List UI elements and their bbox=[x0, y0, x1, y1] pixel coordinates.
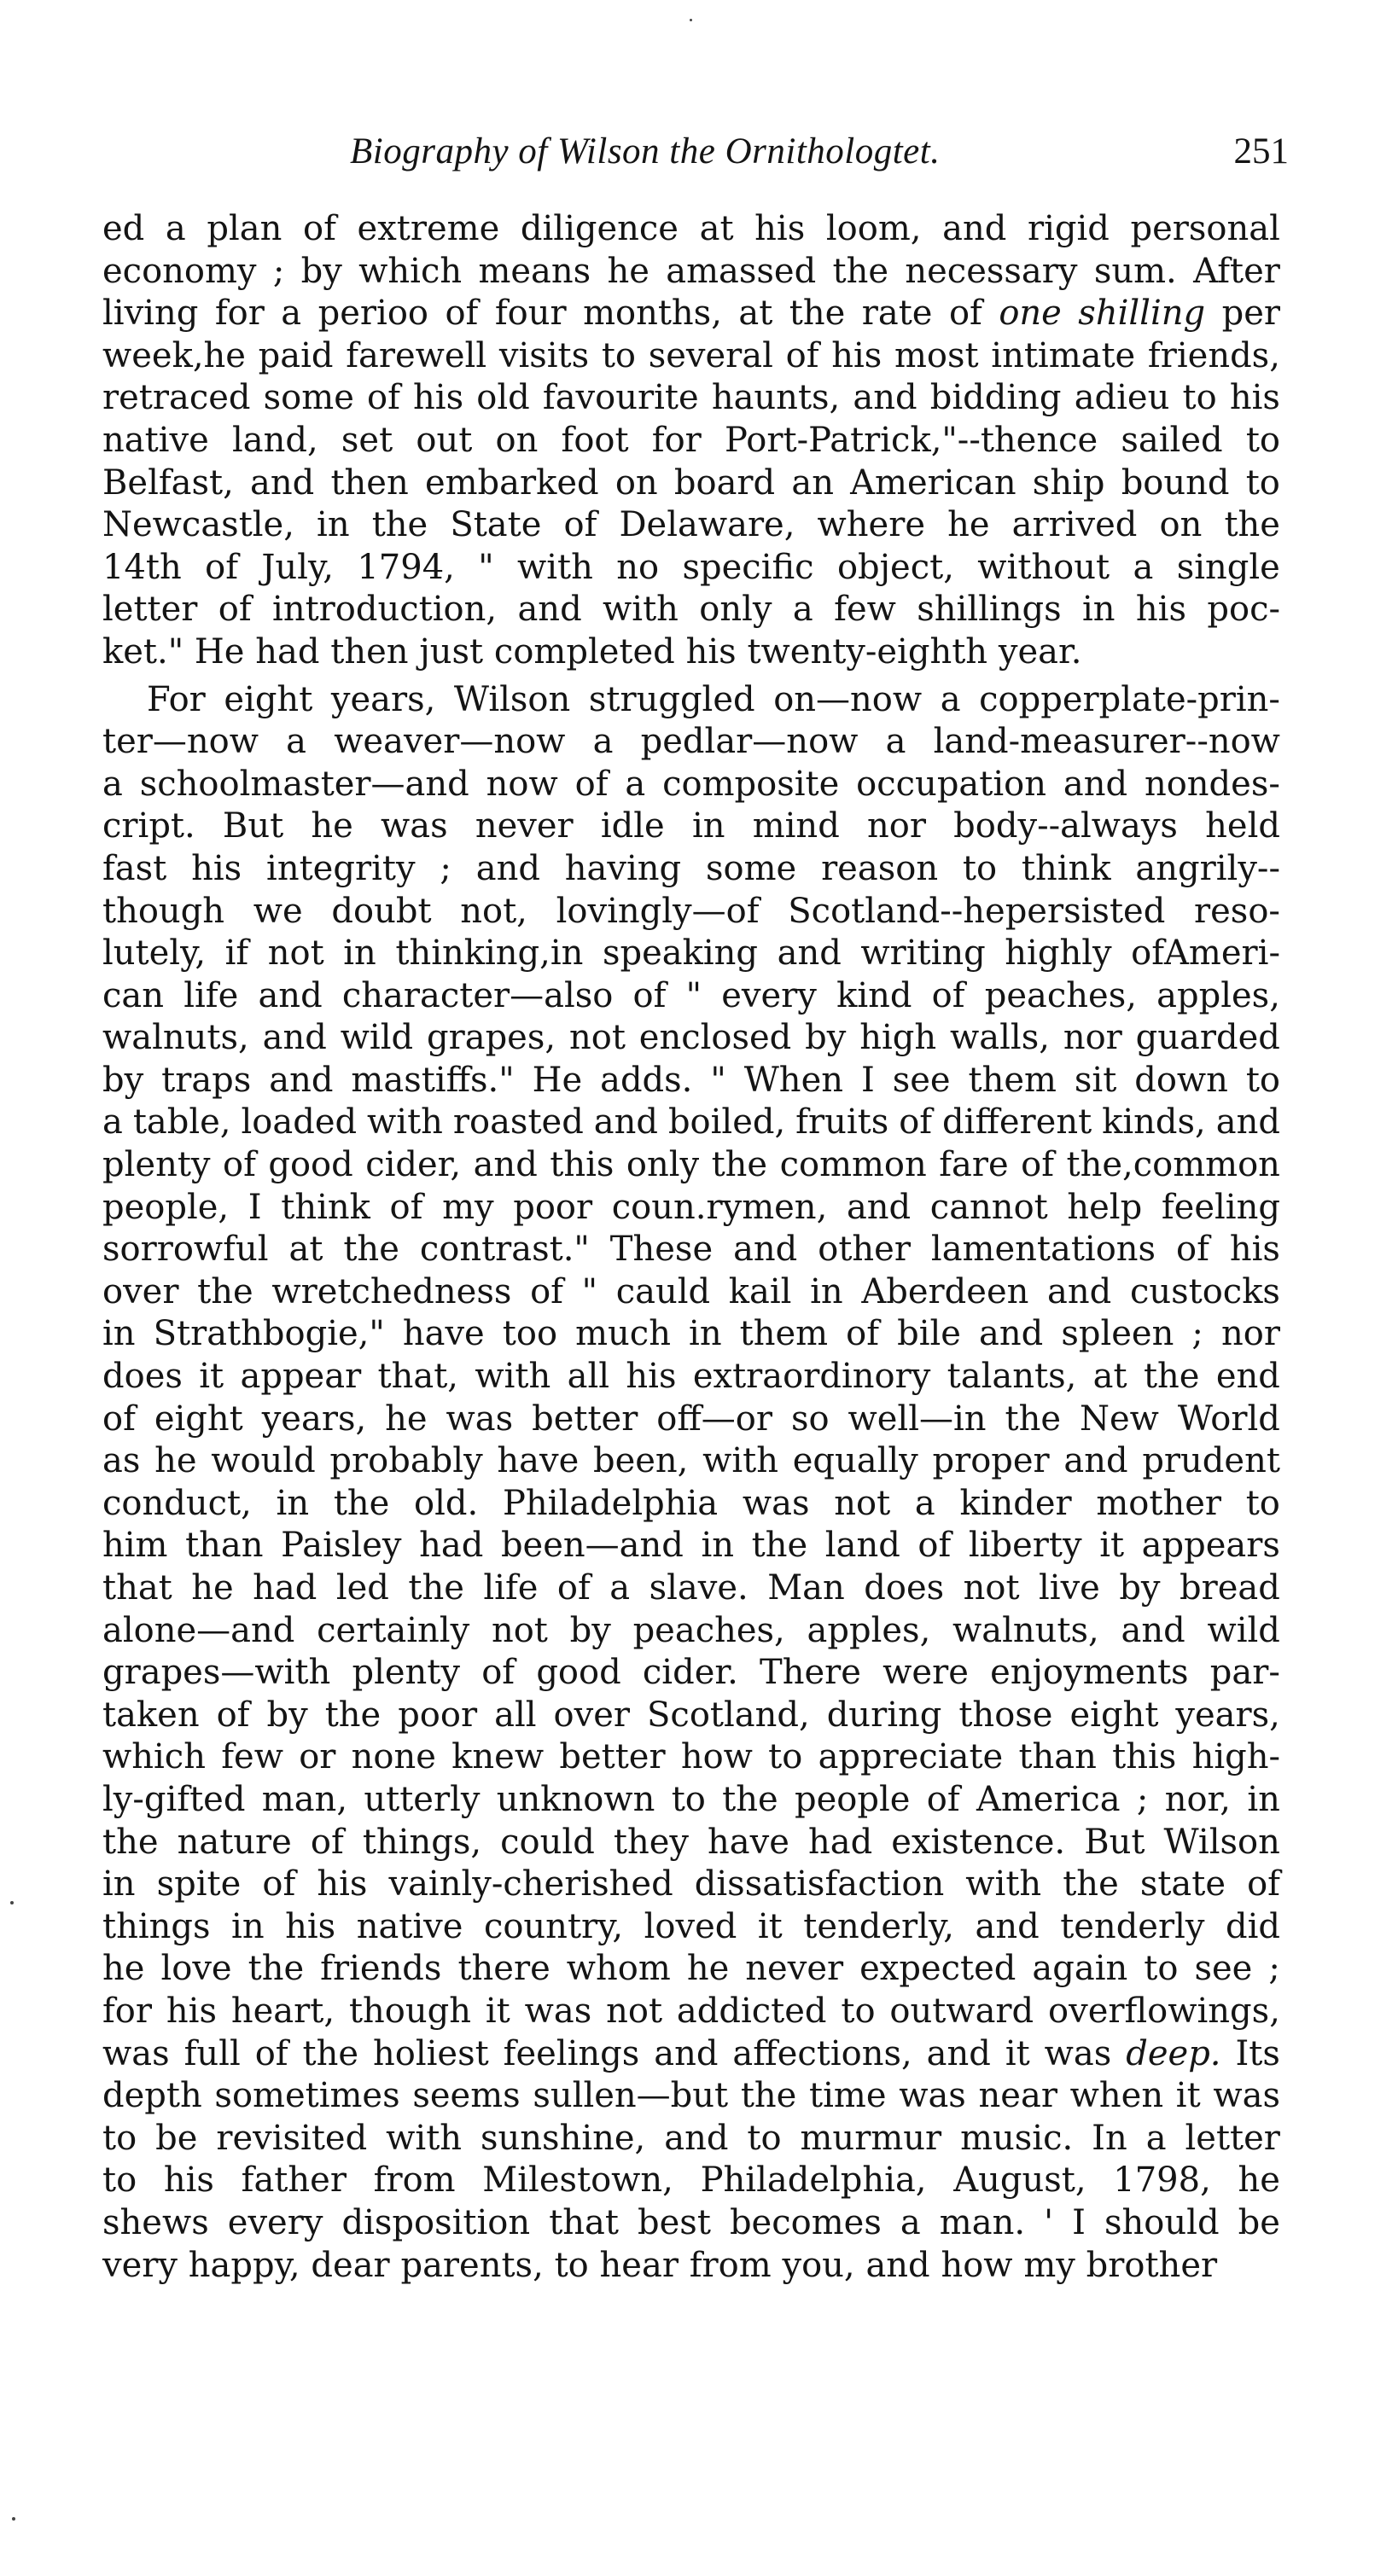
text-line: cript. But he was never idle in mind nor body--always held bbox=[102, 806, 1280, 846]
text-line: can life and character—also of " every kind of peaches, apples, bbox=[102, 975, 1280, 1015]
text-line: by traps and mastiffs." He adds. " When I see them sit down to bbox=[102, 1060, 1280, 1100]
text-line: things in his native country, loved it tenderly, and tenderly did bbox=[102, 1906, 1280, 1946]
text-line: fast his integrity ; and having some reason to think angrily-- bbox=[102, 848, 1280, 888]
text-line: which few or none knew better how to appreciate than this high- bbox=[102, 1737, 1280, 1777]
text-line: does it appear that, with all his extraordinory talants, at the end bbox=[102, 1357, 1280, 1397]
text-line: letter of introduction, and with only a few shillings in his poc- bbox=[102, 590, 1280, 630]
text-line: people, I think of my poor coun.rymen, and cannot help feeling bbox=[102, 1187, 1280, 1227]
text-line: for his heart, though it was not addicted to outward overflowings, bbox=[102, 1991, 1280, 2031]
text-line: over the wretchedness of " cauld kail in Aberdeen and custocks bbox=[102, 1271, 1280, 1311]
text-line: that he had led the life of a slave. Man does not live by bread bbox=[102, 1568, 1280, 1608]
text-line: depth sometimes seems sullen—but the time was near when it was bbox=[102, 2076, 1280, 2116]
text-line: plenty of good cider, and this only the common fare of the,common bbox=[102, 1145, 1280, 1185]
text-line: he love the friends there whom he never expected again to see ; bbox=[102, 1949, 1280, 1989]
text-line: economy ; by which means he amassed the necessary sum. After bbox=[102, 251, 1280, 291]
text-line: 14th of July, 1794, " with no specific object, without a single bbox=[102, 547, 1280, 587]
text-line: Newcastle, in the State of Delaware, where he arrived on the bbox=[102, 505, 1280, 545]
text-line: him than Paisley had been—and in the land of liberty it appears bbox=[102, 1526, 1280, 1566]
page-number: 251 bbox=[1233, 131, 1289, 172]
text-line: was full of the holiest feelings and affections, and it was deep. Its bbox=[102, 2033, 1280, 2073]
text-line: ed a plan of extreme diligence at his loom, and rigid personal bbox=[102, 209, 1280, 248]
text-line: shews every disposition that best becomes a man. ' I should be bbox=[102, 2202, 1280, 2242]
text-line: very happy, dear parents, to hear from you, and how my brother bbox=[102, 2245, 1218, 2285]
text-line: to be revisited with sunshine, and to murmur music. In a letter bbox=[102, 2118, 1280, 2158]
text-line: taken of by the poor all over Scotland, during those eight years, bbox=[102, 1695, 1280, 1735]
text-line: ly-gifted man, utterly unknown to the people of America ; nor, in bbox=[102, 1779, 1280, 1819]
text-line: week,he paid farewell visits to several of his most intimate friends, bbox=[102, 335, 1280, 375]
text-line: in Strathbogie," have too much in them of bile and spleen ; nor bbox=[102, 1314, 1280, 1354]
text-line: as he would probably have been, with equally proper and prudent bbox=[102, 1441, 1280, 1481]
running-title: Biography of Wilson the Ornithologtet. bbox=[350, 131, 941, 172]
text-line: though we doubt not, lovingly—of Scotland--hepersisted reso- bbox=[102, 891, 1280, 931]
text-line: walnuts, and wild grapes, not enclosed by high walls, nor guarded bbox=[102, 1018, 1280, 1058]
text-line: native land, set out on foot for Port-Patrick,"--thence sailed to bbox=[102, 420, 1280, 460]
text-line: a schoolmaster—and now of a composite occupation and nondes- bbox=[102, 764, 1280, 804]
text-line: grapes—with plenty of good cider. There were enjoyments par- bbox=[102, 1653, 1280, 1693]
text-line: alone—and certainly not by peaches, apples, walnuts, and wild bbox=[102, 1610, 1280, 1650]
text-line: in spite of his vainly-cherished dissatisfaction with the state of bbox=[102, 1864, 1280, 1904]
text-line: ket." He had then just completed his twenty-eighth year. bbox=[102, 631, 1082, 672]
text-line: Belfast, and then embarked on board an American ship bound to bbox=[102, 462, 1280, 503]
margin-speck bbox=[10, 1901, 14, 1904]
text-line: of eight years, he was better off—or so well—in the New World bbox=[102, 1398, 1280, 1439]
text-line: to his father from Milestown, Philadelphia, August, 1798, he bbox=[102, 2160, 1280, 2201]
text-line: conduct, in the old. Philadelphia was not a kinder mother to bbox=[102, 1483, 1280, 1523]
text-line: sorrowful at the contrast." These and other lamentations of his bbox=[102, 1230, 1280, 1270]
text-line: living for a perioo of four months, at the rate of one shilling per bbox=[102, 294, 1280, 334]
text-line: ter—now a weaver—now a pedlar—now a land-measurer--now bbox=[102, 722, 1280, 762]
text-line: a table, loaded with roasted and boiled, fruits of different kinds, and bbox=[102, 1102, 1280, 1143]
page-header bbox=[102, 126, 1289, 177]
text-line: lutely, if not in thinking,in speaking and writing highly ofAmeri- bbox=[102, 933, 1280, 974]
margin-speck bbox=[690, 19, 692, 21]
margin-speck bbox=[12, 2517, 15, 2521]
paragraph bbox=[102, 679, 1280, 2288]
text-line: For eight years, Wilson struggled on—now a copperplate-prin- bbox=[147, 679, 1280, 719]
body-text bbox=[102, 208, 1280, 2287]
text-line: retraced some of his old favourite haunts, and bidding adieu to his bbox=[102, 378, 1280, 418]
text-line: the nature of things, could they have had existence. But Wilson bbox=[102, 1822, 1280, 1862]
paragraph bbox=[102, 208, 1280, 674]
